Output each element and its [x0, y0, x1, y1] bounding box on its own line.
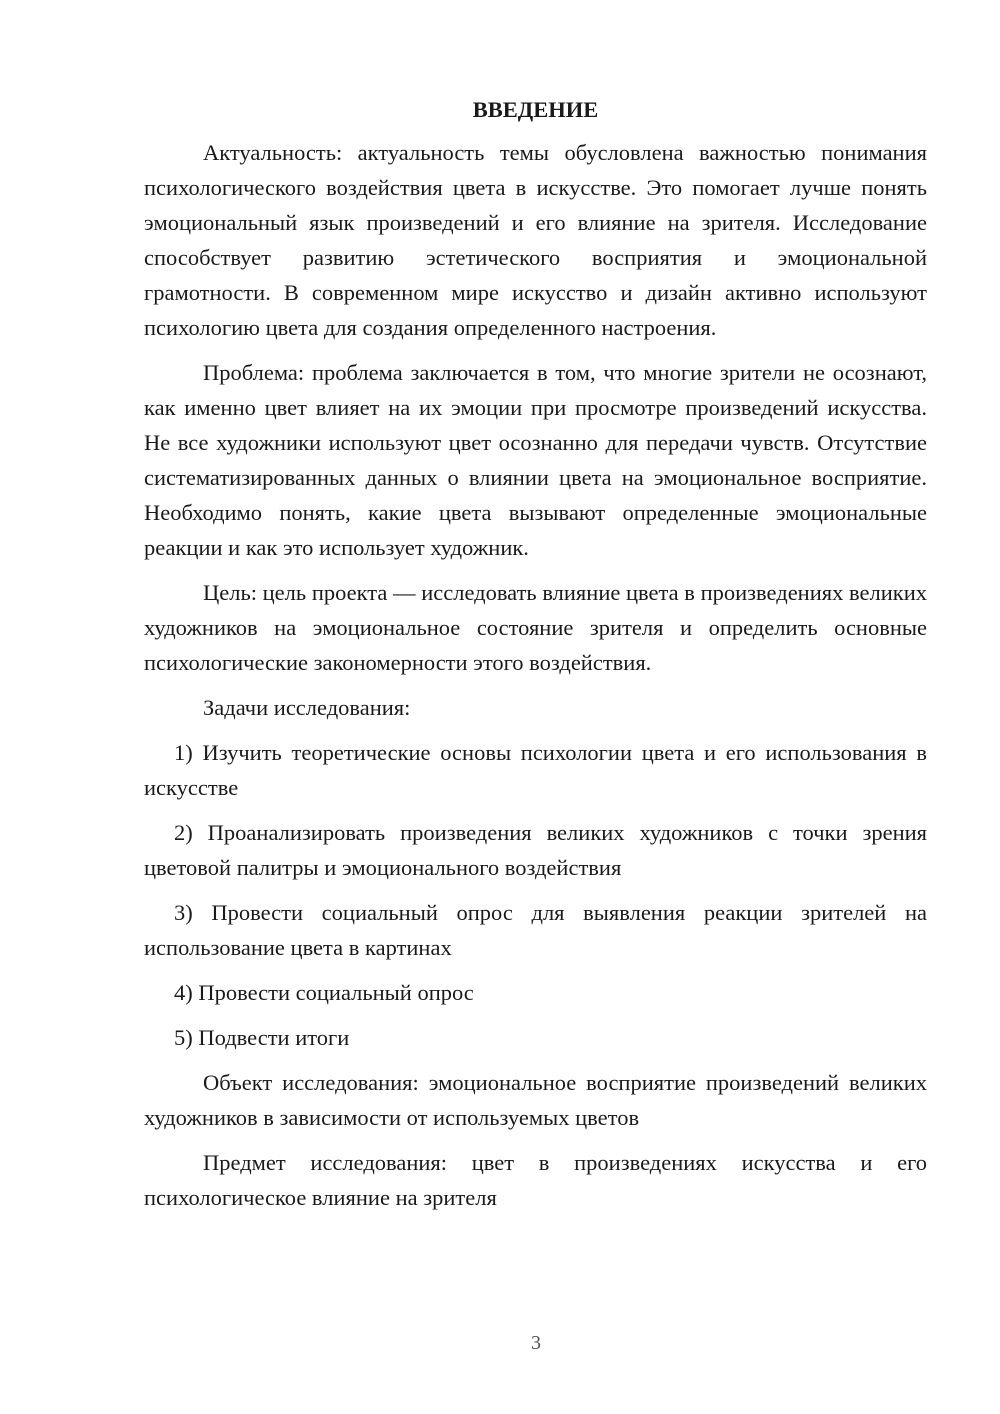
task-item-5: 5) Подвести итоги — [174, 1025, 350, 1050]
task-item-1: 1) Изучить теоретические основы психологии цвета и его использования в искусстве — [144, 740, 927, 800]
relevance-paragraph: Актуальность: актуальность темы обусловлена важностью понимания психологического воздействия цвета в искусстве. Это помогает лучше понять эмоциональный язык произведений и его влияние на зрителя. Исследование способствует развитию эстетического восприятия и эмоциональной грамотности. В современном мире искусство и дизайн активно используют психологию цвета для создания определенного настроения. — [144, 140, 927, 340]
task-item-4: 4) Провести социальный опрос — [174, 980, 474, 1005]
task-item-3: 3) Провести социальный опрос для выявления реакции зрителей на использование цвета в картинах — [144, 900, 927, 960]
problem-paragraph: Проблема: проблема заключается в том, что многие зрители не осознают, как именно цвет влияет на их эмоции при просмотре произведений искусства. Не все художники используют цвет осознанно для передачи чувств. Отсутствие систематизированных данных о влиянии цвета на эмоциональное восприятие. Необходимо понять, какие цвета вызывают определенные эмоциональные реакции и как это использует художник. — [144, 360, 927, 560]
document-page — [144, 92, 927, 1225]
subject-paragraph: Предмет исследования: цвет в произведениях искусства и его психологическое влияние на зрителя — [144, 1150, 927, 1210]
object-paragraph: Объект исследования: эмоциональное восприятие произведений великих художников в зависимости от используемых цветов — [144, 1070, 927, 1130]
tasks-heading: Задачи исследования: — [203, 695, 411, 720]
page-number: 3 — [531, 1332, 541, 1354]
section-title: ВВЕДЕНИЕ — [472, 97, 599, 122]
task-item-2: 2) Проанализировать произведения великих художников с точки зрения цветовой палитры и эмоционального воздействия — [144, 820, 927, 880]
goal-paragraph: Цель: цель проекта — исследовать влияние цвета в произведениях великих художников на эмоциональное состояние зрителя и определить основные психологические закономерности этого воздействия. — [144, 580, 927, 675]
